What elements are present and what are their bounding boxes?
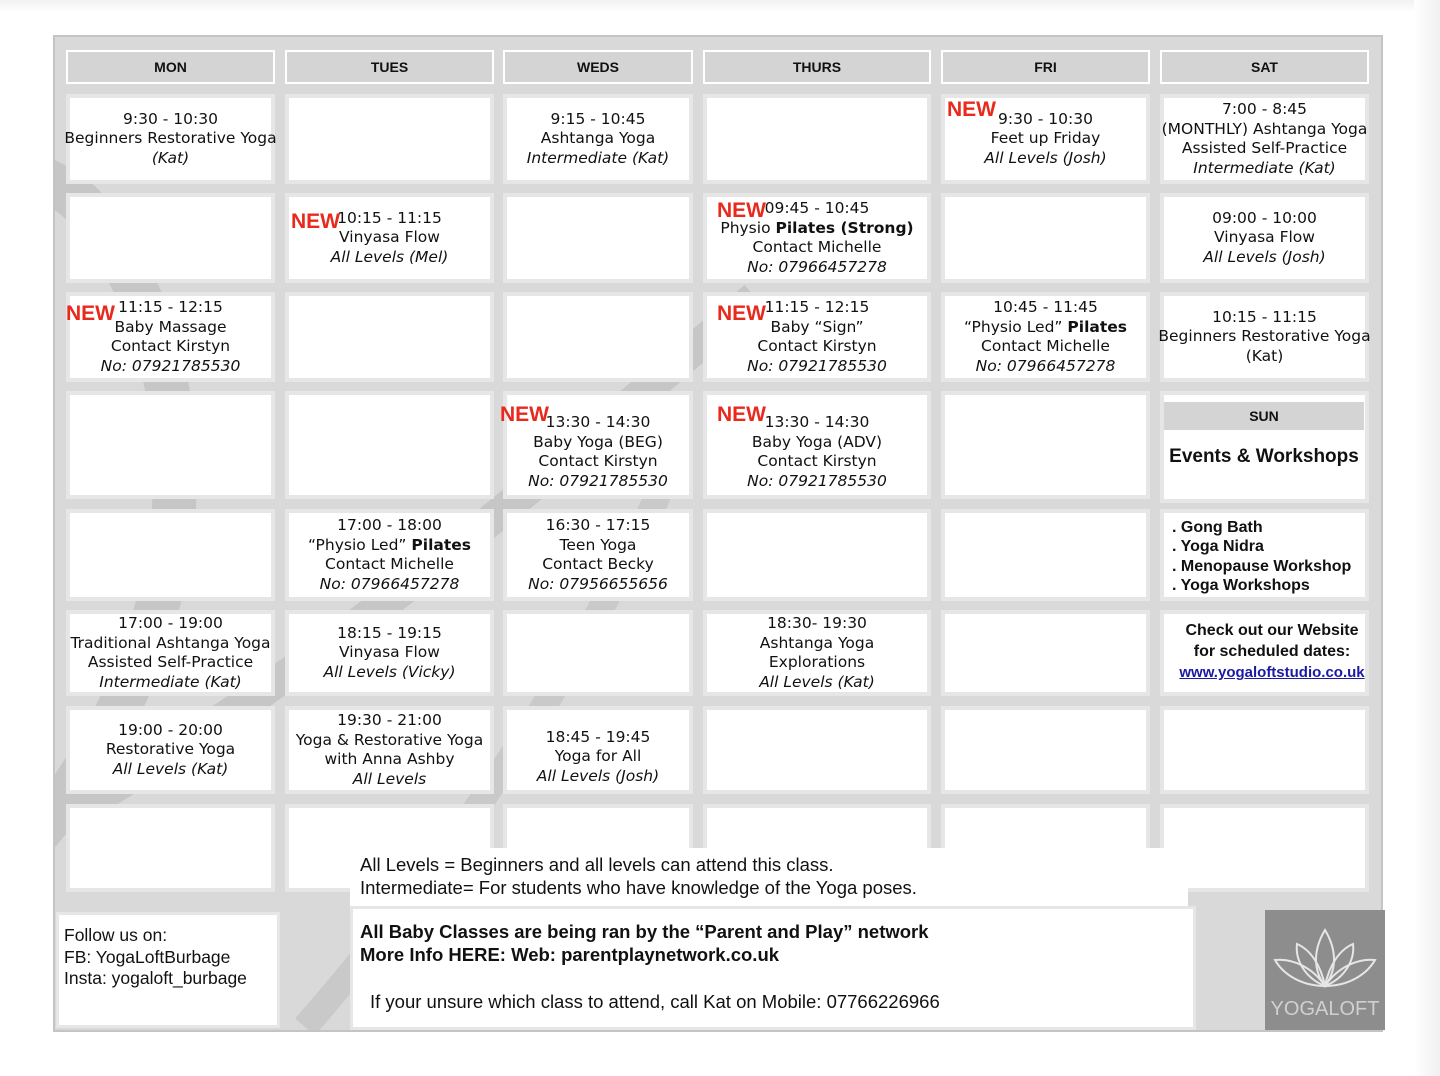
class-level: Intermediate (Kat) xyxy=(99,672,242,691)
class-phone: No: 07921785530 xyxy=(747,356,887,375)
class-sat-0900 xyxy=(1160,193,1369,283)
class-time: 10:45 - 11:45 xyxy=(993,298,1098,316)
class-contact: Contact Michelle xyxy=(325,555,454,573)
class-phone: No: 07921785530 xyxy=(528,471,668,490)
class-contact: Contact Kirstyn xyxy=(757,452,877,470)
day-header-fri: FRI xyxy=(941,50,1150,84)
class-tue-1930 xyxy=(285,706,494,794)
day-header-weds: WEDS xyxy=(503,50,693,84)
class-level: All Levels (Josh) xyxy=(984,148,1107,167)
day-header-thurs: THURS xyxy=(703,50,931,84)
class-time: 10:15 - 11:15 xyxy=(1212,307,1317,326)
call-note: If your unsure which class to attend, call Kat on Mobile: 07766226966 xyxy=(370,991,940,1012)
event-item: . Menopause Workshop xyxy=(1172,557,1352,575)
event-item: . Gong Bath xyxy=(1172,519,1263,536)
empty-cell xyxy=(503,292,693,382)
class-title: Yoga & Restorative Yoga xyxy=(295,730,484,749)
class-contact: Contact Michelle xyxy=(752,238,882,256)
class-tue-1815 xyxy=(285,610,494,696)
class-title: Vinyasa Flow xyxy=(339,643,440,662)
class-phone: No: 07966457278 xyxy=(747,257,887,276)
class-level: All Levels (Josh) xyxy=(1203,247,1326,266)
empty-cell xyxy=(285,94,494,184)
more-info-note: More Info HERE: Web: parentplaynetwork.co.uk xyxy=(360,944,780,965)
class-title-bold: Pilates xyxy=(1067,317,1127,336)
class-contact: Contact Becky xyxy=(542,555,654,573)
class-time: 9:30 - 10:30 xyxy=(123,109,218,128)
class-mon-930 xyxy=(66,94,275,184)
class-thu-1830 xyxy=(703,610,931,696)
class-title xyxy=(308,536,471,556)
day-header-sat: SAT xyxy=(1160,50,1369,84)
class-time: 9:15 - 10:45 xyxy=(550,109,646,128)
class-title: Baby Yoga (ADV) xyxy=(751,432,883,451)
class-level: Intermediate (Kat) xyxy=(526,148,670,167)
day-header-mon: MON xyxy=(66,50,275,84)
levels-note-1: All Levels = Beginners and all levels can attend this class. xyxy=(360,854,834,875)
instagram-handle: Insta: yogaloft_burbage xyxy=(64,968,247,988)
class-contact: Contact Kirstyn xyxy=(538,452,658,470)
empty-cell xyxy=(503,610,693,696)
events-list xyxy=(1172,518,1351,596)
class-title: Ashtanga Yoga xyxy=(540,129,656,148)
class-subtitle: Explorations xyxy=(768,653,866,671)
class-phone: No: 07921785530 xyxy=(100,356,241,375)
class-time: 18:30- 19:30 xyxy=(767,614,867,632)
class-level: All Levels (Kat) xyxy=(759,672,875,691)
levels-note-2: Intermediate= For students who have knowledge of the Yoga poses. xyxy=(360,877,917,898)
empty-cell xyxy=(66,509,275,601)
empty-cell xyxy=(941,706,1150,794)
empty-cell xyxy=(66,391,275,499)
empty-cell xyxy=(941,610,1150,696)
class-title: Baby Massage xyxy=(114,317,227,336)
class-wed-1630 xyxy=(503,509,693,601)
new-badge: NEW xyxy=(717,199,766,222)
class-phone: No: 07956655656 xyxy=(528,574,668,593)
empty-cell xyxy=(285,391,494,499)
event-item: . Yoga Nidra xyxy=(1172,538,1264,556)
empty-cell xyxy=(503,193,693,283)
class-title: Yoga for All xyxy=(554,747,642,766)
class-title: Vinyasa Flow xyxy=(339,228,440,247)
social-box xyxy=(56,912,280,1028)
events-title: Events & Workshops xyxy=(1169,446,1359,467)
edge-shadow xyxy=(1414,0,1440,1076)
new-badge: NEW xyxy=(947,98,996,121)
website-line-2: for scheduled dates: xyxy=(1193,643,1351,660)
empty-cell xyxy=(941,509,1150,601)
class-title: Beginners Restorative Yoga xyxy=(64,129,277,148)
class-time: 09:00 - 10:00 xyxy=(1212,208,1317,227)
class-contact: Contact Michelle xyxy=(981,337,1110,355)
class-title-part: Physio xyxy=(720,218,776,237)
class-title: Baby “Sign” xyxy=(770,317,864,336)
class-level: (Kat) xyxy=(151,148,190,167)
empty-cell xyxy=(285,292,494,382)
day-header-tues: TUES xyxy=(285,50,494,84)
class-subtitle: Assisted Self-Practice xyxy=(1181,139,1348,157)
new-badge: NEW xyxy=(66,302,115,325)
class-mon-1900 xyxy=(66,706,275,794)
class-time: 18:15 - 19:15 xyxy=(337,623,442,642)
class-level: All Levels (Mel) xyxy=(330,247,449,266)
class-subtitle: Assisted Self-Practice xyxy=(87,653,254,671)
empty-cell xyxy=(703,509,931,601)
class-level: Intermediate (Kat) xyxy=(1193,158,1336,177)
baby-classes-note: All Baby Classes are being ran by the “Parent and Play” network xyxy=(360,921,929,942)
class-time: 9:30 - 10:30 xyxy=(998,109,1093,128)
class-phone: No: 07966457278 xyxy=(975,356,1116,375)
class-title: Vinyasa Flow xyxy=(1214,228,1315,247)
website-line-1: Check out our Website xyxy=(1185,622,1359,639)
day-header-sun: SUN xyxy=(1164,402,1364,430)
class-time: 11:15 - 12:15 xyxy=(118,298,223,316)
empty-cell xyxy=(1160,706,1369,794)
follow-heading: Follow us on: xyxy=(64,925,168,945)
class-time: 10:15 - 11:15 xyxy=(337,208,442,227)
class-title-bold: Pilates xyxy=(411,535,471,554)
class-time: 13:30 - 14:30 xyxy=(764,413,870,431)
new-badge: NEW xyxy=(717,403,766,426)
class-sat-1015 xyxy=(1160,292,1369,382)
class-title-bold: Pilates (Strong) xyxy=(775,218,914,237)
class-time: 11:15 - 12:15 xyxy=(764,298,870,316)
class-contact: Contact Kirstyn xyxy=(757,337,877,355)
empty-cell xyxy=(66,804,275,892)
class-phone: No: 07966457278 xyxy=(319,574,460,593)
new-badge: NEW xyxy=(717,302,766,325)
class-time: 7:00 - 8:45 xyxy=(1221,100,1308,118)
class-title: Baby Yoga (BEG) xyxy=(533,432,663,451)
new-badge: NEW xyxy=(500,403,549,426)
empty-cell xyxy=(941,391,1150,499)
empty-cell xyxy=(941,193,1150,283)
class-title-part: “Physio Led” xyxy=(308,535,412,554)
class-time: 13:30 - 14:30 xyxy=(545,413,651,431)
empty-cell xyxy=(66,193,275,283)
class-phone: No: 07921785530 xyxy=(747,471,887,490)
empty-cell xyxy=(703,706,931,794)
empty-cell xyxy=(1160,804,1369,892)
class-time: 19:30 - 21:00 xyxy=(337,711,442,729)
class-tue-1015 xyxy=(285,193,494,283)
new-badge: NEW xyxy=(291,210,340,233)
class-level: All Levels (Kat) xyxy=(112,759,229,778)
class-title: Feet up Friday xyxy=(990,129,1101,148)
class-title: Teen Yoga xyxy=(559,535,637,554)
class-time: 09:45 - 10:45 xyxy=(764,199,870,217)
class-contact: Contact Kirstyn xyxy=(110,337,231,355)
class-sat-700 xyxy=(1160,94,1369,184)
class-wed-1845 xyxy=(503,706,693,794)
class-level: All Levels xyxy=(352,769,427,788)
top-shadow xyxy=(0,0,1440,12)
class-title xyxy=(964,318,1127,338)
class-tue-1700 xyxy=(285,509,494,601)
class-time: 17:00 - 19:00 xyxy=(118,614,223,632)
class-title: (MONTHLY) Ashtanga Yoga xyxy=(1161,119,1368,138)
website-link[interactable]: www.yogaloftstudio.co.uk xyxy=(1179,664,1365,681)
class-title-part: “Physio Led” xyxy=(964,317,1068,336)
class-wed-915 xyxy=(503,94,693,184)
class-title: Beginners Restorative Yoga xyxy=(1158,327,1371,346)
class-time: 16:30 - 17:15 xyxy=(545,516,651,534)
website-note xyxy=(1164,620,1380,683)
class-title: Traditional Ashtanga Yoga xyxy=(70,633,271,652)
class-level: (Kat) xyxy=(1245,346,1284,365)
class-fri-1045 xyxy=(941,292,1150,382)
event-item: . Yoga Workshops xyxy=(1172,577,1310,595)
class-level: All Levels (Vicky) xyxy=(323,662,456,681)
class-time: 17:00 - 18:00 xyxy=(337,516,442,534)
logo-wordmark: YOGALOFT xyxy=(1270,998,1380,1020)
class-title: Ashtanga Yoga xyxy=(759,633,875,652)
class-time: 19:00 - 20:00 xyxy=(118,720,223,739)
class-subtitle: with Anna Ashby xyxy=(324,750,455,768)
class-title: Restorative Yoga xyxy=(105,740,236,759)
empty-cell xyxy=(703,94,931,184)
class-mon-1700 xyxy=(66,610,275,696)
class-time: 18:45 - 19:45 xyxy=(545,727,651,746)
facebook-handle: FB: YogaLoftBurbage xyxy=(64,946,231,967)
class-level: All Levels (Josh) xyxy=(536,766,660,785)
